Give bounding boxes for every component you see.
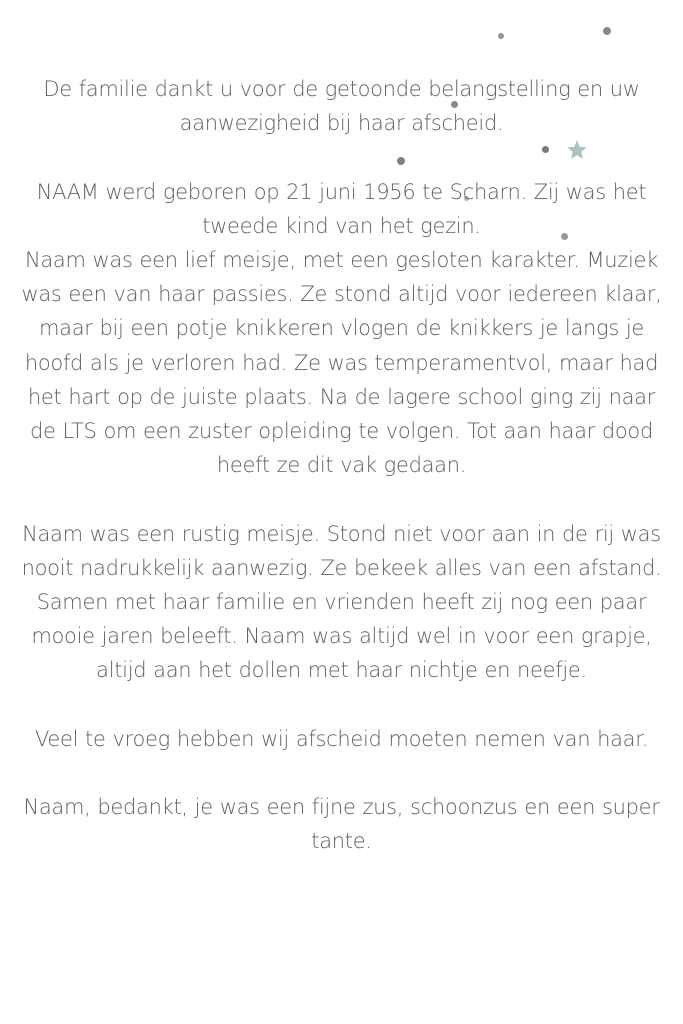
closing-paragraph: Naam, bedankt, je was een fijne zus, schoonzus en een super tante. [23,795,660,854]
confetti-dot [603,27,611,35]
card-body [20,72,663,893]
character-paragraph: Naam was een lief meisje, met een gesloten karakter. Muziek was een van haar passies. Ze stond altijd voor iedereen klaar, maar bij een potje knikkeren vlogen de knikkers je langs je hoofd als je verloren had. Ze was temperamentvol, maar had het hart op de juiste plaats. Na de lagere school ging zij naar de LTS om een zuster opleiding te volgen. Tot aan haar dood heeft ze dit vak gedaan. [21,248,662,478]
thanks-paragraph: De familie dankt u voor de getoonde belangstelling en uw aanwezigheid bij haar afscheid. [43,77,640,136]
personality-paragraph: Naam was een rustig meisje. Stond niet voor aan in de rij was nooit nadrukkelijk aanwezig. Ze bekeek alles van een afstand. Samen met haar familie en vrienden heeft zij nog een paar mooie jaren beleeft. Naam was altijd wel in voor een grapje, altijd aan het dollen met haar nichtje en neefje. [21,521,662,683]
birth-paragraph: NAAM werd geboren op 21 juni 1956 te Scharn. Zij was het tweede kind van het gezin. [36,179,647,238]
farewell-paragraph: Veel te vroeg hebben wij afscheid moeten nemen van haar. [34,726,649,751]
confetti-dot [498,33,504,39]
